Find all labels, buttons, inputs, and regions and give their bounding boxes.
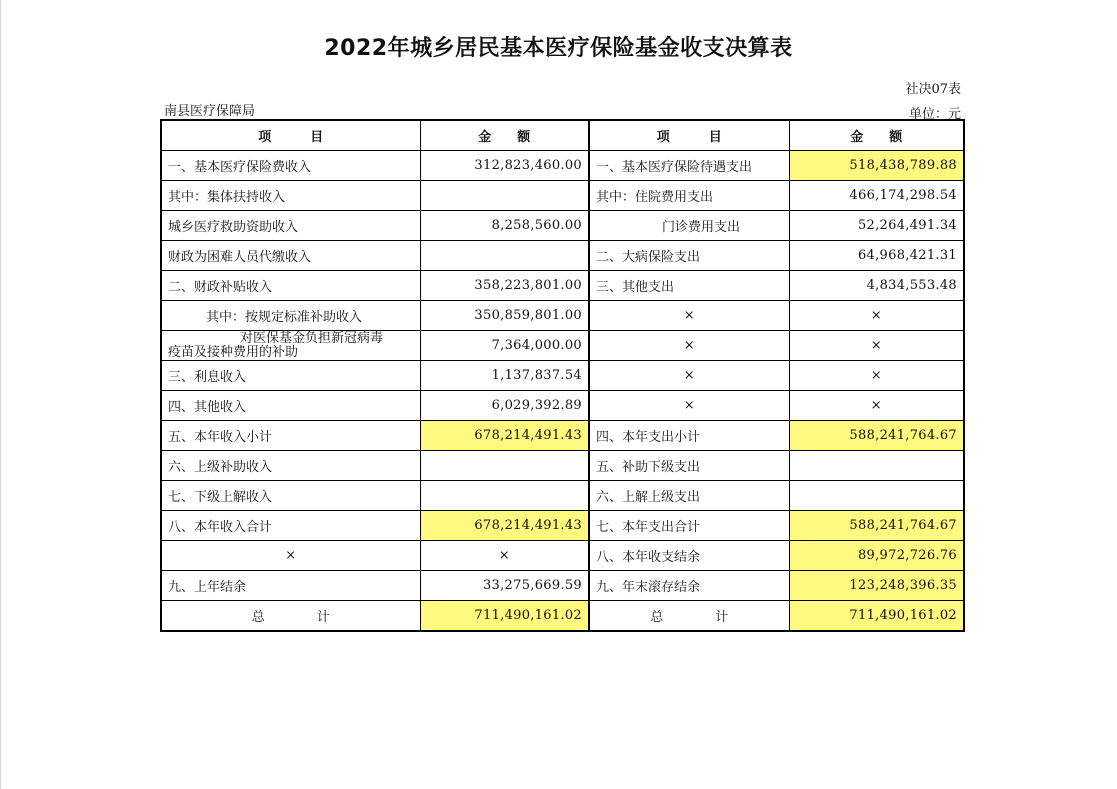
income-value: 33,275,669.59 bbox=[420, 571, 589, 601]
income-value bbox=[420, 241, 589, 271]
income-value: × bbox=[420, 541, 589, 571]
expense-value: 64,968,421.31 bbox=[789, 241, 964, 271]
expense-value bbox=[789, 451, 964, 481]
income-label: 六、上级补助收入 bbox=[161, 451, 420, 481]
expense-value bbox=[789, 481, 964, 511]
expense-label: 门诊费用支出 bbox=[589, 211, 789, 241]
income-value: 350,859,801.00 bbox=[420, 301, 589, 331]
expense-label: × bbox=[589, 331, 789, 361]
income-label: × bbox=[161, 541, 420, 571]
expense-value: × bbox=[789, 301, 964, 331]
income-total-value: 711,490,161.02 bbox=[420, 601, 589, 632]
income-label: 其中：集体扶持收入 bbox=[161, 181, 420, 211]
expense-label: 二、大病保险支出 bbox=[589, 241, 789, 271]
table-code: 社决07表 bbox=[905, 82, 961, 97]
income-label: 二、财政补贴收入 bbox=[161, 271, 420, 301]
expense-total-value: 711,490,161.02 bbox=[789, 601, 964, 632]
income-value: 7,364,000.00 bbox=[420, 331, 589, 361]
income-label: 其中：按规定标准补助收入 bbox=[161, 301, 420, 331]
income-label: 五、本年收入小计 bbox=[161, 421, 420, 451]
income-value: 6,029,392.89 bbox=[420, 391, 589, 421]
expense-label: × bbox=[589, 301, 789, 331]
table-row bbox=[161, 151, 964, 181]
table-row bbox=[161, 361, 964, 391]
expense-value: 52,264,491.34 bbox=[789, 211, 964, 241]
income-value: 358,223,801.00 bbox=[420, 271, 589, 301]
header-amount-right: 金 额 bbox=[789, 120, 964, 151]
income-value: 678,214,491.43 bbox=[420, 511, 589, 541]
expense-value: × bbox=[789, 391, 964, 421]
income-value bbox=[420, 181, 589, 211]
expense-value: × bbox=[789, 361, 964, 391]
header-item-left: 项 目 bbox=[161, 120, 420, 151]
income-value: 1,137,837.54 bbox=[420, 361, 589, 391]
income-label: 四、其他收入 bbox=[161, 391, 420, 421]
income-label-line-2: 疫苗及接种费用的补助 bbox=[168, 344, 299, 360]
income-value bbox=[420, 481, 589, 511]
table-row bbox=[161, 451, 964, 481]
expense-label: × bbox=[589, 391, 789, 421]
table-row bbox=[161, 391, 964, 421]
table-row bbox=[161, 571, 964, 601]
income-label: 一、基本医疗保险费收入 bbox=[161, 151, 420, 181]
page-title: 2022年城乡居民基本医疗保险基金收支决算表 bbox=[324, 36, 793, 61]
income-label bbox=[161, 331, 420, 361]
expense-label: 八、本年收支结余 bbox=[589, 541, 789, 571]
income-label: 九、上年结余 bbox=[161, 571, 420, 601]
expense-label: 七、本年支出合计 bbox=[589, 511, 789, 541]
income-value: 312,823,460.00 bbox=[420, 151, 589, 181]
expense-value: 588,241,764.67 bbox=[789, 511, 964, 541]
income-label: 七、下级上解收入 bbox=[161, 481, 420, 511]
table-row bbox=[161, 541, 964, 571]
income-label: 八、本年收入合计 bbox=[161, 511, 420, 541]
income-total-label: 总 计 bbox=[161, 601, 420, 632]
income-value: 8,258,560.00 bbox=[420, 211, 589, 241]
expense-label: 九、年末滚存结余 bbox=[589, 571, 789, 601]
table-total-row bbox=[161, 601, 964, 632]
income-value: 678,214,491.43 bbox=[420, 421, 589, 451]
income-label: 三、利息收入 bbox=[161, 361, 420, 391]
table-row bbox=[161, 481, 964, 511]
header-amount-left: 金 额 bbox=[420, 120, 589, 151]
income-label: 城乡医疗救助资助收入 bbox=[161, 211, 420, 241]
expense-label: 六、上解上级支出 bbox=[589, 481, 789, 511]
income-value bbox=[420, 451, 589, 481]
table-row bbox=[161, 511, 964, 541]
expense-label: 三、其他支出 bbox=[589, 271, 789, 301]
table-row bbox=[161, 331, 964, 361]
table-row bbox=[161, 181, 964, 211]
unit-label: 单位：元 bbox=[908, 107, 961, 122]
expense-label: × bbox=[589, 361, 789, 391]
income-label-line-1: 对医保基金负担新冠病毒 bbox=[240, 330, 384, 346]
expense-value: 123,248,396.35 bbox=[789, 571, 964, 601]
expense-value: 588,241,764.67 bbox=[789, 421, 964, 451]
header-item-right: 项 目 bbox=[589, 120, 789, 151]
table-row bbox=[161, 421, 964, 451]
income-label: 财政为困难人员代缴收入 bbox=[161, 241, 420, 271]
organization-name: 南县医疗保障局 bbox=[164, 104, 256, 119]
expense-total-label: 总 计 bbox=[589, 601, 789, 632]
expense-value: 466,174,298.54 bbox=[789, 181, 964, 211]
expense-label: 一、基本医疗保险待遇支出 bbox=[589, 151, 789, 181]
expense-value: 518,438,789.88 bbox=[789, 151, 964, 181]
table-row bbox=[161, 271, 964, 301]
expense-value: 4,834,553.48 bbox=[789, 271, 964, 301]
expense-label: 四、本年支出小计 bbox=[589, 421, 789, 451]
page-edge bbox=[0, 0, 1, 789]
expense-label: 其中：住院费用支出 bbox=[589, 181, 789, 211]
table-row bbox=[161, 301, 964, 331]
expense-label: 五、补助下级支出 bbox=[589, 451, 789, 481]
budget-table bbox=[160, 119, 965, 632]
expense-value: × bbox=[789, 331, 964, 361]
table-row bbox=[161, 211, 964, 241]
table-row bbox=[161, 241, 964, 271]
table-header-row bbox=[161, 120, 964, 151]
expense-value: 89,972,726.76 bbox=[789, 541, 964, 571]
